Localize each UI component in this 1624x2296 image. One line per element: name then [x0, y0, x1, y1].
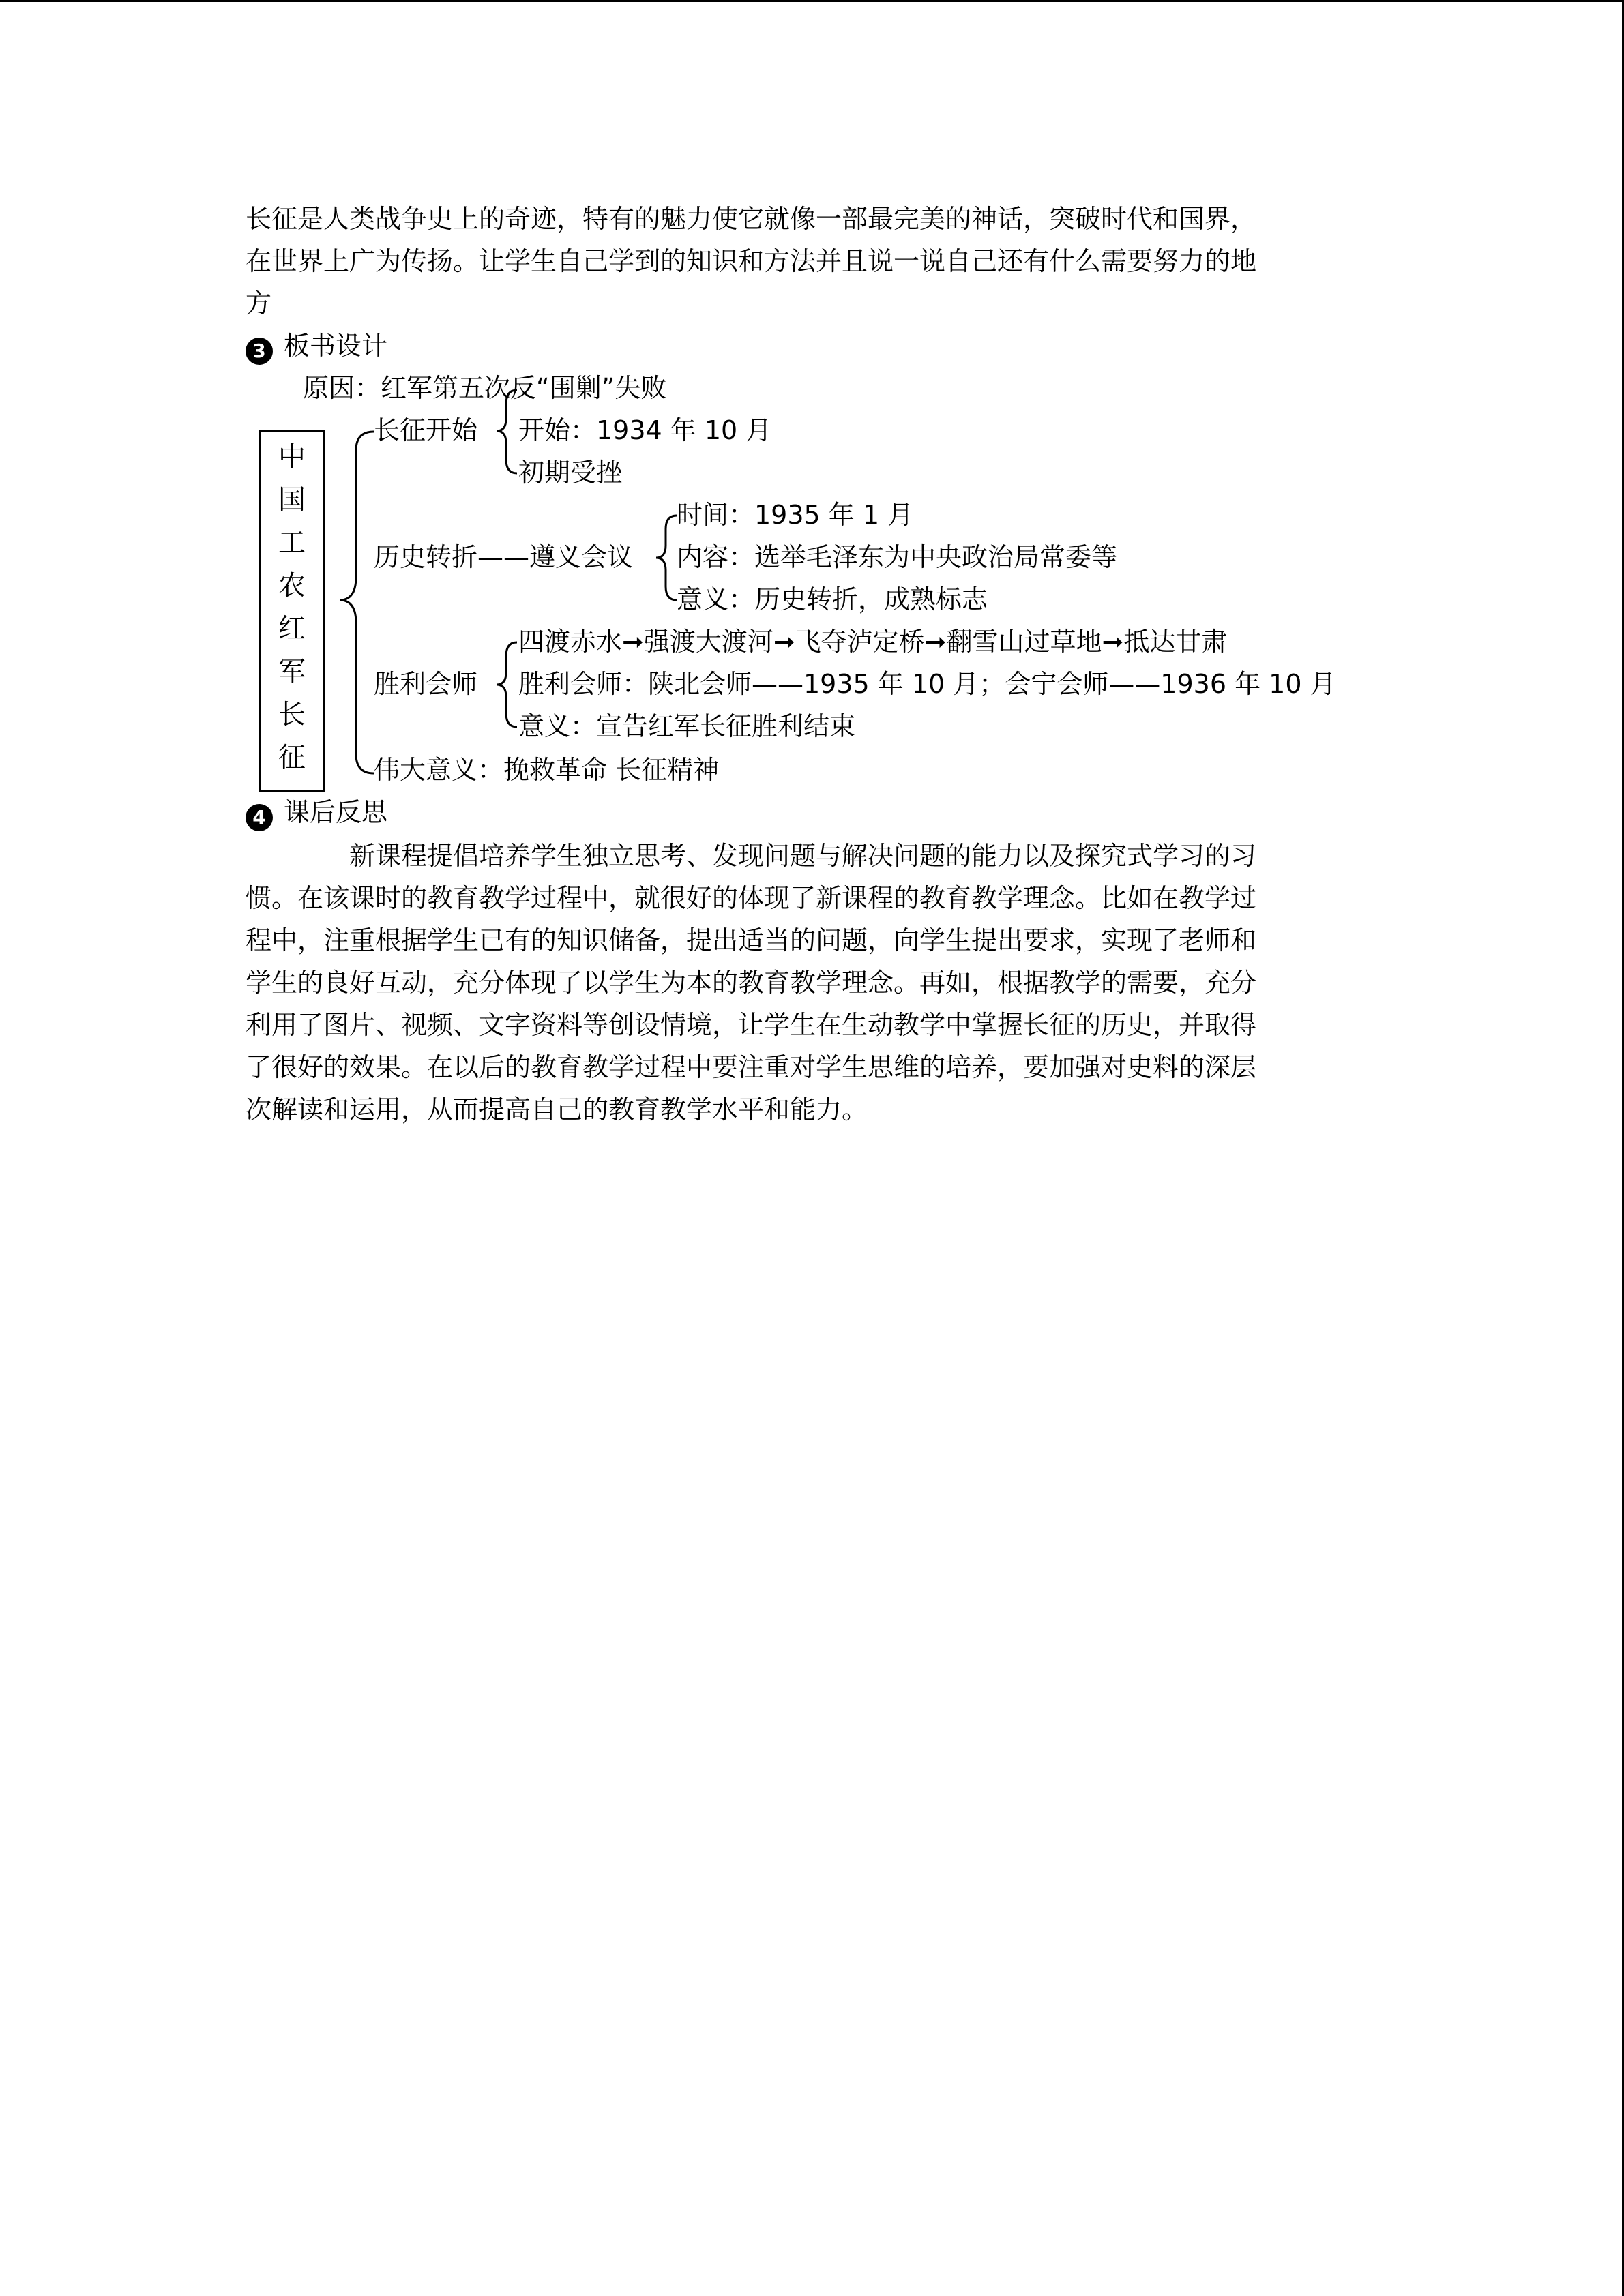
- board-title-char: 工: [278, 527, 306, 558]
- branch-item: 意义：宣告红军长征胜利结束: [518, 711, 856, 741]
- branch-item: 内容：选举毛泽东为中央政治局常委等: [677, 542, 1118, 572]
- branch-label-significance: 伟大意义：挽救革命 长征精神: [374, 755, 720, 785]
- board-title-char: 长: [278, 699, 306, 730]
- board-title-char: 军: [278, 656, 306, 687]
- reflection-line: 惯。在该课时的教育教学过程中，就很好的体现了新课程的教育教学理念。比如在教学过: [246, 883, 1257, 913]
- branch-item: 胜利会师：陕北会师——1935 年 10 月；会宁会师——1936 年 10 月: [518, 669, 1336, 699]
- branch-label-start: 长征开始: [374, 415, 478, 445]
- branch-item: 开始：1934 年 10 月: [518, 415, 772, 445]
- branch-item: 时间：1935 年 1 月: [677, 500, 914, 530]
- intro-line: 方: [246, 288, 272, 318]
- section-heading-reflection: [246, 791, 387, 833]
- branch-label-turning: 历史转折——遵义会议: [374, 542, 634, 572]
- board-title-char: 农: [278, 570, 306, 601]
- main-bracket: [340, 432, 374, 773]
- reflection-line: 次解读和运用，从而提高自己的教育教学水平和能力。: [246, 1094, 868, 1124]
- branch-item: 意义：历史转折，成熟标志: [677, 584, 988, 614]
- numbered-bullet-icon: 4: [246, 804, 273, 831]
- section-title: 板书设计: [284, 331, 388, 361]
- reflection-paragraph: [246, 835, 1364, 1131]
- reflection-line: 了很好的效果。在以后的教育教学过程中要注重对学生思维的培养，要加强对史料的深层: [246, 1052, 1257, 1082]
- branch-label-victory: 胜利会师: [374, 669, 478, 699]
- bracket-start: [497, 390, 517, 473]
- board-title-char: 国: [278, 484, 306, 516]
- branch-item: 四渡赤水➞强渡大渡河➞飞夺泸定桥➞翻雪山过草地➞抵达甘肃: [518, 627, 1228, 657]
- board-reason: 原因：红军第五次反“围剿”失败: [303, 373, 667, 403]
- board-title-char: 征: [278, 742, 306, 773]
- reflection-line: 新课程提倡培养学生独立思考、发现问题与解决问题的能力以及探究式学习的习: [349, 841, 1257, 871]
- reflection-line: 利用了图片、视频、文字资料等创设情境，让学生在生动教学中掌握长征的历史，并取得: [246, 1010, 1257, 1040]
- board-title-char: 中: [278, 441, 306, 473]
- bracket-victory: [497, 642, 517, 727]
- reflection-line: 学生的良好互动，充分体现了以学生为本的教育教学理念。再如，根据教学的需要，充分: [246, 968, 1257, 998]
- intro-line: 长征是人类战争史上的奇迹，特有的魅力使它就像一部最完美的神话，突破时代和国界，: [246, 204, 1257, 234]
- intro-line: 在世界上广为传扬。让学生自己学到的知识和方法并且说一说自己还有什么需要努力的地: [246, 246, 1257, 276]
- bracket-zunyi: [656, 516, 677, 600]
- board-title-char: 红: [278, 613, 306, 644]
- numbered-bullet-icon: 3: [246, 338, 273, 365]
- section-title: 课后反思: [284, 797, 388, 827]
- reflection-line: 程中，注重根据学生已有的知识储备，提出适当的问题，向学生提出要求，实现了老师和: [246, 925, 1257, 955]
- branch-item: 初期受挫: [518, 458, 623, 488]
